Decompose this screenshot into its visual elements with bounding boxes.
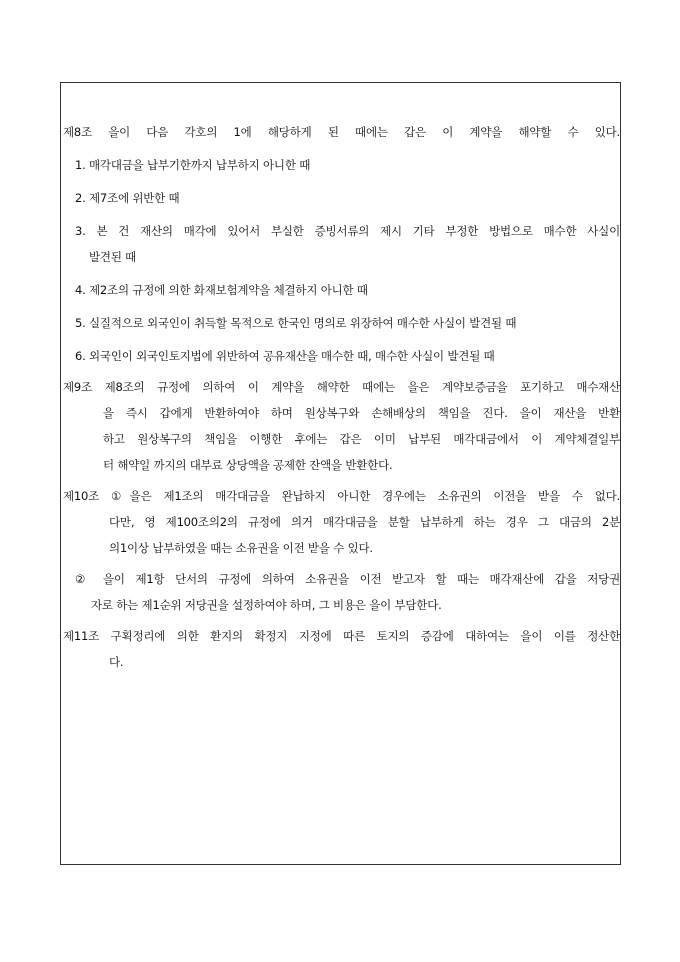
article-8-item-3-continuation: 발견된 때 xyxy=(89,250,137,264)
article-8-item-6: 6. 외국인이 외국인토지법에 위반하여 공유재산을 매수한 때, 매수한 사실이 발견될 때 xyxy=(75,349,495,363)
article-10-p1-line-1: 제10조 ①을은 제1조의 매각대금을 완납하지 아니한 경우에는 소유권의 이전을 받을 수 없다. xyxy=(63,489,620,503)
article-10-p1-line-3: 의1이상 납부하였을 때는 소유권을 이전 받을 수 있다. xyxy=(109,541,373,555)
article-8-item-5: 5. 실질적으로 외국인이 취득할 목적으로 한국인 명의로 위장하여 매수한 사실이 발견될 때 xyxy=(75,316,517,330)
article-9-line-3: 하고 원상복구의 책임을 이행한 후에는 갑은 이미 납부된 매각대금에서 이 계약체결일부 xyxy=(103,432,620,446)
article-8-item-2: 2. 제7조에 위반한 때 xyxy=(75,191,180,205)
article-11-line-2: 다. xyxy=(109,655,124,669)
article-10-p2-line-1: ② 을이 제1항 단서의 규정에 의하여 소유권을 이전 받고자 할 때는 매각재산에 갑을 저당권 xyxy=(75,572,620,586)
article-8-heading: 제8조 을이 다음 각호의 1에 해당하게 된 때에는 갑은 이 계약을 해약할 수 있다. xyxy=(63,125,620,139)
article-8-item-3: 3. 본 건 재산의 매각에 있어서 부실한 증빙서류의 제시 기타 부정한 방법으로 매수한 사실이 xyxy=(75,224,620,238)
document-frame xyxy=(60,82,621,865)
article-9-line-4: 터 해약일 까지의 대부료 상당액을 공제한 잔액을 반환한다. xyxy=(103,458,393,472)
article-11-line-1: 제11조 구획정리에 의한 환지의 확정지 지정에 따른 토지의 증감에 대하여는 을이 이를 정산한 xyxy=(63,629,620,643)
contract-text xyxy=(61,119,622,675)
article-9-line-1: 제9조 제8조의 규정에 의하여 이 계약을 해약한 때에는 을은 계약보증금을 포기하고 매수재산 xyxy=(63,380,620,394)
article-10-p1-line-2: 다만, 영 제100조의2의 규정에 의거 매각대금을 분할 납부하게 하는 경우 그 대금의 2분 xyxy=(109,515,620,529)
article-9-line-2: 을 즉시 갑에게 반환하여야 하며 원상복구와 손해배상의 책임을 진다. 을이 재산을 반환 xyxy=(103,406,620,420)
article-10-p2-line-2: 자로 하는 제1순위 저당권을 설정하여야 하며, 그 비용은 을이 부담한다. xyxy=(91,598,442,612)
article-8-item-4: 4. 제2조의 규정에 의한 화재보험계약을 체결하지 아니한 때 xyxy=(75,283,368,297)
article-8-item-1: 1. 매각대금을 납부기한까지 납부하지 아니한 때 xyxy=(75,158,311,172)
